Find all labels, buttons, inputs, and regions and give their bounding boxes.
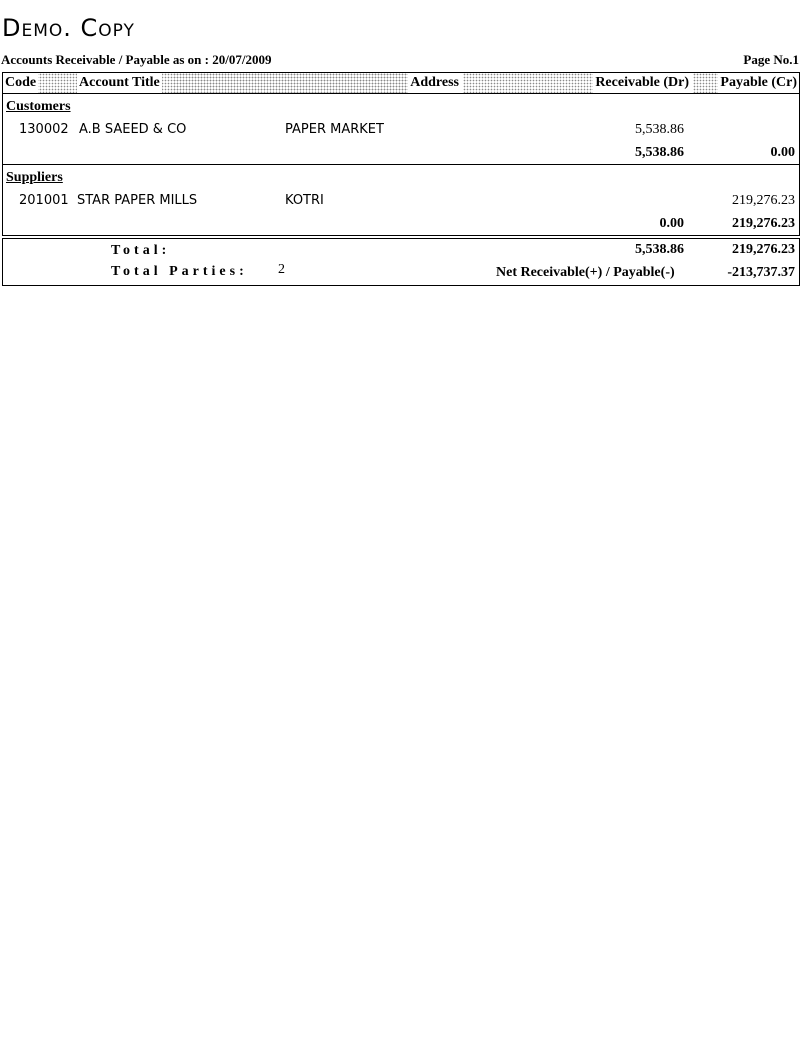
subtotal-payable: 219,276.23 <box>732 216 795 231</box>
page-number: Page No.1 <box>743 52 799 67</box>
row-payable: 219,276.23 <box>732 193 795 208</box>
total-parties-label: Total Parties: <box>111 264 248 279</box>
net-value: -213,737.37 <box>727 265 795 280</box>
header-address: Address <box>173 73 461 93</box>
row-code: 201001 <box>19 193 69 208</box>
row-address: KOTRI <box>285 193 324 208</box>
net-label: Net Receivable(+) / Payable(-) <box>496 265 675 280</box>
total-label: Total: <box>111 243 171 258</box>
row-address: PAPER MARKET <box>285 122 384 137</box>
demo-copy-watermark: Demo. Copy <box>2 14 135 42</box>
row-code: 130002 <box>19 122 69 137</box>
group-heading-suppliers: Suppliers <box>6 170 63 185</box>
group-divider <box>2 164 800 165</box>
subtotal-payable: 0.00 <box>770 145 795 160</box>
column-header-bar <box>2 72 800 94</box>
total-parties-count: 2 <box>278 262 285 277</box>
header-payable: Payable (Cr) <box>693 73 799 93</box>
total-receivable: 5,538.86 <box>635 242 684 257</box>
total-payable: 219,276.23 <box>732 242 795 257</box>
header-code: Code <box>3 73 77 93</box>
subtotal-receivable: 5,538.86 <box>635 145 684 160</box>
row-account-title: STAR PAPER MILLS <box>77 193 198 208</box>
report-title: Accounts Receivable / Payable as on : 20/07/2009 <box>1 52 272 67</box>
row-account-title: A.B SAEED & CO <box>79 122 187 137</box>
row-receivable: 5,538.86 <box>635 122 684 137</box>
group-heading-customers: Customers <box>6 99 71 114</box>
header-receivable: Receivable (Dr) <box>463 73 691 93</box>
subtotal-receivable: 0.00 <box>659 216 684 231</box>
totals-divider <box>2 235 800 236</box>
header-account-title: Account Title <box>77 73 407 93</box>
